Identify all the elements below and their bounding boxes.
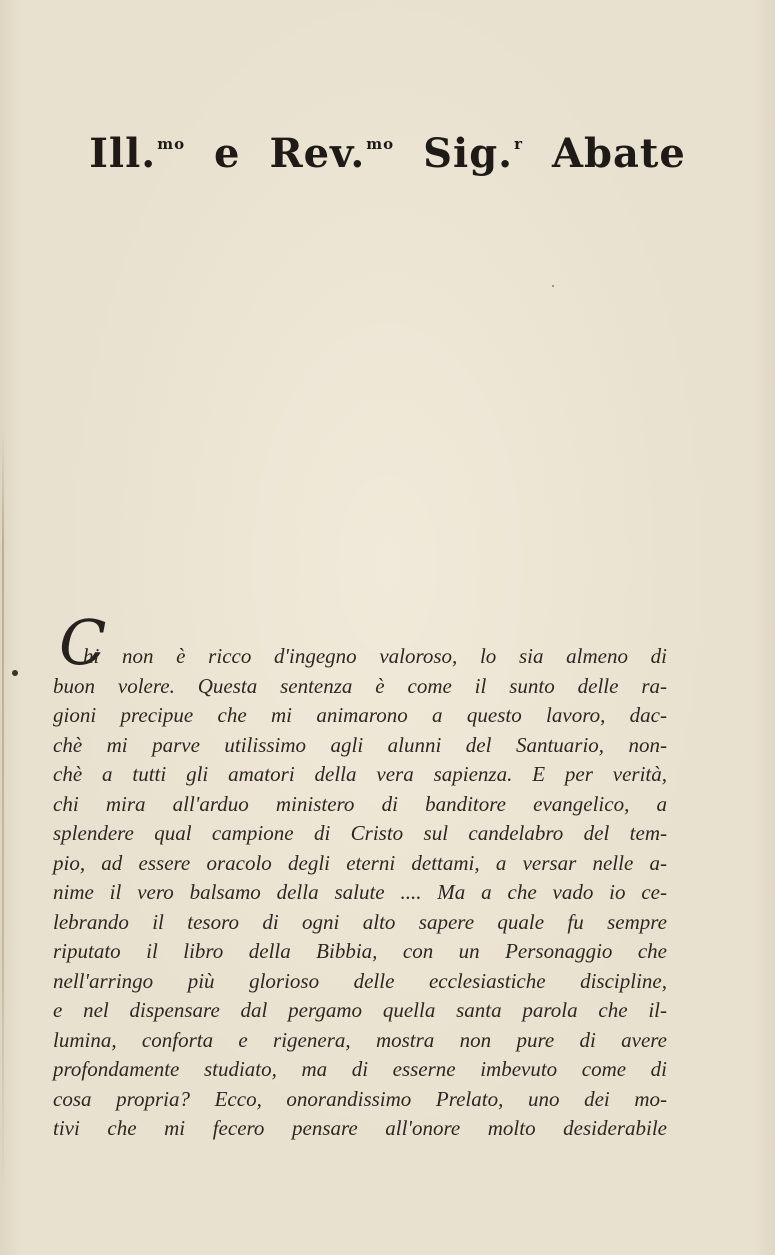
heading-word-rev: Rev.$^{mo}$ [269,130,395,177]
text-line: pio, ad essere oracolo degli eterni dettami, a versar nelle a- [53,850,667,875]
text-line: chè a tutti gli amatori della vera sapienza. E per verità, [53,762,667,786]
text-line: riputato il libro della Bibbia, con un Personaggio che [53,939,667,963]
text-line: lebrando il tesoro di ogni alto sapere quale fu sempre [53,909,667,934]
text-line: splendere qual campione di Cristo sul candelabro del tem- [53,821,667,845]
heading-word-abate: Abate [551,130,686,177]
heading-word-ill: Ill.$^{mo}$ [89,130,186,177]
text-line: lumina, conforta e rigenera, mostra non pure di avere [53,1027,667,1052]
salutation-heading [0,130,775,177]
text-line: e nel dispensare dal pergamo quella santa parola che il- [53,998,667,1022]
text-line: gioni precipue che mi animarono a questo lavoro, dac- [53,703,667,727]
text-line: cosa propria? Ecco, onorandissimo Prelato, uno dei mo- [53,1086,667,1111]
ink-speck [552,285,554,287]
page-edge-shadow [2,430,4,1190]
ink-speck [12,670,18,676]
text-line: hi non è ricco d'ingegno valoroso, lo sia almeno di [83,644,667,668]
heading-word-e: e [214,130,241,177]
text-line: profondamente studiato, ma di esserne imbevuto come di [53,1057,667,1081]
letter-body [53,642,667,1144]
text-line: tivi che mi fecero pensare all'onore molto desiderabile [53,1116,667,1140]
text-line: chi mira all'arduo ministero di banditore evangelico, a [53,791,667,816]
text-line: chè mi parve utilissimo agli alunni del Santuario, non- [53,732,667,757]
heading-word-sig: Sig.$^r$ [423,130,523,177]
text-line: nell'arringo più glorioso delle ecclesiastiche discipline, [53,968,667,993]
drop-cap-letter: C [59,606,107,679]
text-line: buon volere. Questa sentenza è come il sunto delle ra- [53,673,667,698]
text-line: nime il vero balsamo della salute .... Ma a che vado io ce- [53,880,667,904]
